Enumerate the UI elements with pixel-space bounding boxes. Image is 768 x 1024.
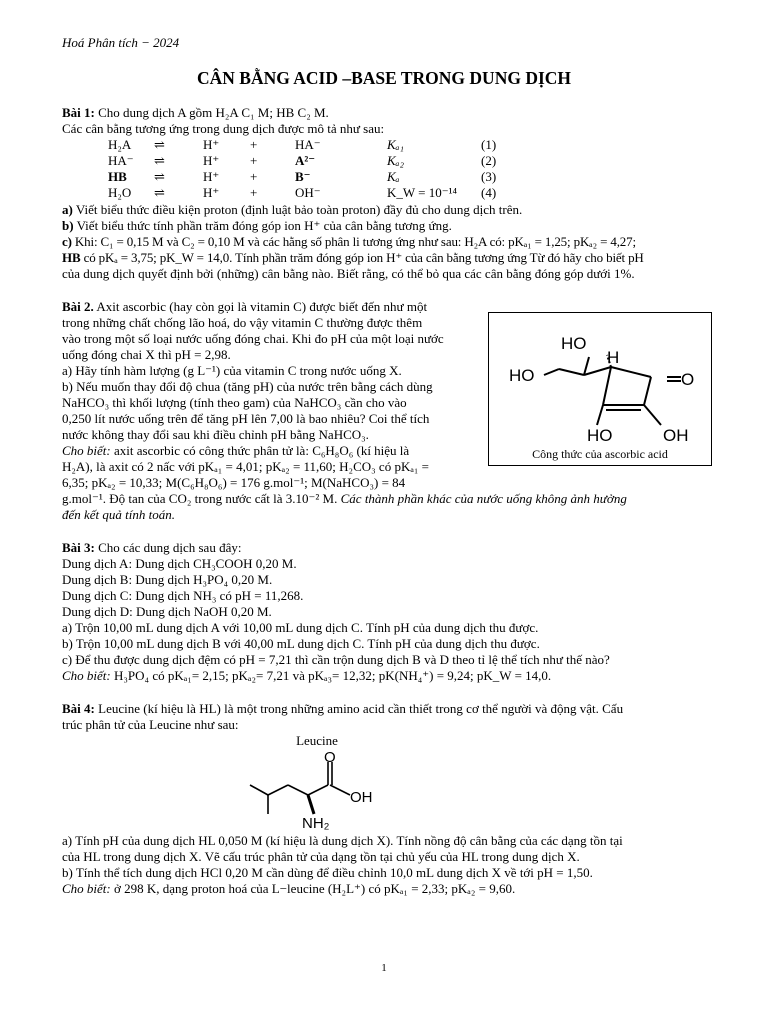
- bai4-given: Cho biết: ở 298 K, dạng proton hoá của L−leucine (H₂L⁺) có pKₐ₁ = 2,33; pKₐ₂ = 9,60.: [62, 881, 516, 896]
- h-label: H: [607, 348, 620, 367]
- bai1-line2: Các cân bằng tương ứng trong dung dịch được mô tả như sau:: [62, 121, 385, 136]
- solution-c: Dung dịch C: Dung dịch NH₃ có pH = 11,268.: [62, 588, 304, 603]
- bai1-label: Bài 1:: [62, 105, 95, 120]
- bai1-intro: Bài 1: Cho dung dịch A gồm H₂A C₁ M; HB C₂ M.: [62, 105, 329, 120]
- bai3-intro: Bài 3: Cho các dung dịch sau đây:: [62, 540, 242, 555]
- bai4-line1: Bài 4: Leucine (kí hiệu là HL) là một trong những amino acid cần thiết trong cơ thể người và động vật. Cấu: [62, 701, 624, 716]
- bai2-given-line1: Cho biết: axit ascorbic có công thức phân tử là: C₆H₈O₆ (kí hiệu là: [62, 443, 410, 458]
- leucine-title: Leucine: [296, 733, 338, 748]
- solution-a: Dung dịch A: Dung dịch CH₃COOH 0,20 M.: [62, 556, 297, 571]
- bai2-part-b-line3: 0,250 lít nước uống trên để tăng pH lên 7,00 là bao nhiêu? Coi thể tích: [62, 411, 430, 426]
- bai2-given-line2: H₂A), là axit có 2 nấc với pKₐ₁ = 4,01; pKₐ₂ = 11,60; H₂CO₃ có pKₐ₁ =: [62, 459, 430, 474]
- ho-top-label: HO: [561, 334, 587, 353]
- bai2-given-line4: g.mol⁻¹. Độ tan của CO₂ trong nước cất là 3.10⁻² M. Các thành phần khác của nước uống không ảnh hưởng: [62, 491, 627, 506]
- bai3-given: Cho biết: H₃PO₄ có pKₐ₁= 2,15; pKₐ₂= 7,21 và pKₐ₃= 12,32; pK(NH₄⁺) = 9,24; pK_W = 14,0.: [62, 668, 552, 683]
- bai3-part-b: b) Trộn 10,00 mL dung dịch B với 40,00 mL dung dịch C. Tính pH của dung dịch thu được.: [62, 636, 540, 651]
- solution-b: Dung dịch B: Dung dịch H₃PO₄ 0,20 M.: [62, 572, 273, 587]
- bai3-part-c: c) Để thu được dung dịch đệm có pH = 7,21 thì cần trộn dung dịch B và D theo tỉ lệ thể tích như thế nào?: [62, 652, 610, 667]
- bai4-part-a-line1: a) Tính pH của dung dịch HL 0,050 M (kí hiệu là dung dịch X). Tính nồng độ cân bằng của các dạng tồn tại: [62, 833, 623, 848]
- bai4-part-b: b) Tính thể tích dung dịch HCl 0,20 M cần dùng để điều chỉnh 10,0 mL dung dịch X về tới pH = 1,50.: [62, 865, 593, 880]
- leucine-nh2-label: NH₂: [302, 815, 330, 830]
- bai2-given-line3: 6,35; pKₐ₂ = 10,33; M(C₆H₈O₆) = 176 g.mol⁻¹; M(NaHCO₃) = 84: [62, 475, 406, 490]
- page-number: 1: [381, 962, 387, 974]
- bai2-intro-line2: trong những chất chống lão hoá, do vậy vitamin C thường được thêm: [62, 315, 423, 330]
- bai2-part-b-line1: b) Nếu muốn thay đổi độ chua (tăng pH) của nước trên bằng cách dùng: [62, 379, 433, 394]
- figure-caption: Công thức của ascorbic acid: [532, 447, 668, 461]
- ascorbic-acid-structure: [489, 313, 711, 465]
- ho-left-label: HO: [509, 366, 535, 385]
- bai1-part-c-line3: của dung dịch quyết định bởi (những) cân bằng nào. Biết rằng, có thể bỏ qua các cân bằng đóng góp dưới 1%.: [62, 266, 635, 281]
- bai1-part-c-line1: c) Khi: C₁ = 0,15 M và C₂ = 0,10 M và các hằng số phân li tương ứng như sau: H₂A có: pKₐ₁ = 1,25; pKₐ₂ = 4,27;: [62, 234, 636, 249]
- bai2-part-b-line2: NaHCO₃ thì khối lượng (tính theo gam) của NaHCO₃ cần cho vào: [62, 395, 407, 410]
- page-header: Hoá Phân tích − 2024: [62, 35, 180, 50]
- bai2-part-b-line4: nước không thay đổi sau khi điều chỉnh pH bằng NaHCO₃.: [62, 427, 369, 442]
- bai2-intro-line4: uống đóng chai X thì pH = 2,98.: [62, 347, 231, 362]
- o-carbonyl-label: O: [681, 370, 695, 389]
- bai3-label: Bài 3:: [62, 540, 95, 555]
- bai2-part-a: a) Hãy tính hàm lượng (g L⁻¹) của vitamin C trong nước uống X.: [62, 363, 402, 378]
- leucine-o-label: O: [324, 749, 336, 766]
- bai4-line2: trúc phân tử của Leucine như sau:: [62, 717, 239, 732]
- bai4-part-a-line2: của HL trong dung dịch X. Vẽ cấu trúc phân tử của dạng tồn tại chủ yếu của HL trong dung dịch X.: [62, 849, 580, 864]
- bai1-part-b: b) Viết biểu thức tính phần trăm đóng góp ion H⁺ của cân bằng tương ứng.: [62, 218, 452, 233]
- bai3-part-a: a) Trộn 10,00 mL dung dịch A với 10,00 mL dung dịch C. Tính pH của dung dịch thu được.: [62, 620, 539, 635]
- bai2-intro-line1: Bài 2. Axit ascorbic (hay còn gọi là vitamin C) được biết đến như một: [62, 299, 428, 314]
- leucine-structure: [240, 730, 400, 830]
- bai1-part-a: a) Viết biểu thức điều kiện proton (định luật bảo toàn proton) đầy đủ cho dung dịch trên.: [62, 202, 523, 217]
- bai1-part-c-line2: HB có pKₐ = 3,75; pK_W = 14,0. Tính phần trăm đóng góp ion H⁺ của cân bằng tương ứng Từ đó hãy cho biết pH: [62, 250, 644, 265]
- page-title: CÂN BẰNG ACID –BASE TRONG DUNG DỊCH: [196, 68, 572, 88]
- leucine-oh-label: OH: [350, 789, 373, 806]
- bai2-intro-line3: vào trong một số loại nước uống đóng chai. Khi đo pH của một loại nước: [62, 331, 444, 346]
- bai4-label: Bài 4:: [62, 701, 95, 716]
- solution-d: Dung dịch D: Dung dịch NaOH 0,20 M.: [62, 604, 272, 619]
- bai2-label: Bài 2.: [62, 299, 94, 314]
- bai2-given-line5: đến kết quả tính toán.: [62, 507, 176, 522]
- ascorbic-acid-figure: [488, 312, 712, 466]
- ho-bottom-label: HO: [587, 426, 613, 445]
- oh-bottom-label: OH: [663, 426, 689, 445]
